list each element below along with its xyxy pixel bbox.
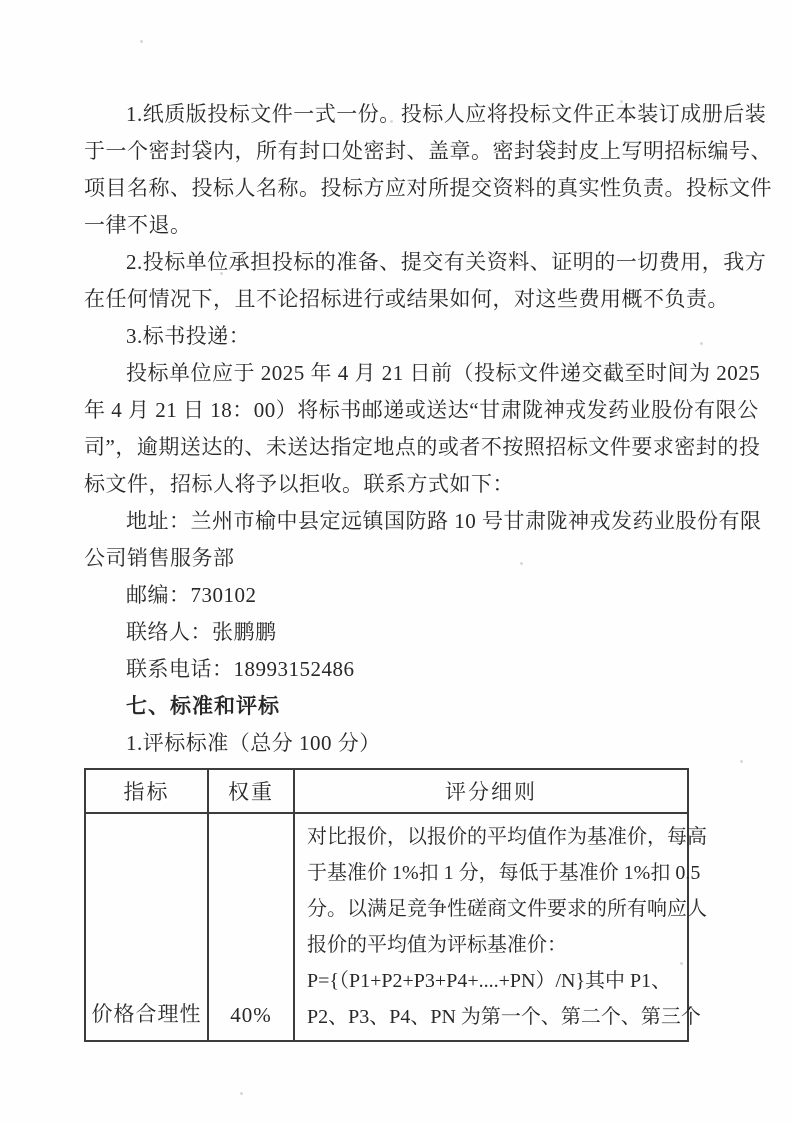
- paragraph-line: 于一个密封袋内，所有封口处密封、盖章。密封袋封皮上写明招标编号、: [84, 139, 772, 163]
- contact-phone-line: 联系电话：18993152486: [126, 657, 355, 681]
- scoring-rule-line: 报价的平均值为评标基准价：: [307, 934, 567, 956]
- paragraph-line: 在任何情况下，且不论招标进行或结果如何，对这些费用概不负责。: [84, 287, 729, 311]
- paragraph-cost-responsibility: [84, 244, 767, 318]
- document-body: [84, 96, 772, 1042]
- paragraph-line: 项目名称、投标人名称。投标方应对所提交资料的真实性负责。投标文件: [84, 176, 772, 200]
- paragraph-bid-delivery-detail: [84, 355, 761, 503]
- paragraph-line: 3.标书投递：: [126, 324, 251, 348]
- paragraph-line: 司”，逾期送达的、未送达指定地点的或者不按照招标文件要求密封的投: [84, 435, 761, 459]
- column-header-scoring-rules: 评分细则: [294, 769, 688, 813]
- scan-speck: [240, 1092, 243, 1095]
- section-subheading: 1.评标标准（总分 100 分）: [126, 731, 381, 755]
- section-heading: 七、标准和评标: [126, 694, 280, 718]
- address-line: 公司销售服务部: [84, 546, 235, 570]
- paragraph-line: 1.纸质版投标文件一式一份。投标人应将投标文件正本装订成册后装: [126, 102, 767, 126]
- contact-block: [84, 503, 762, 688]
- paragraph-line: 2.投标单位承担投标的准备、提交有关资料、证明的一切费用，我方: [126, 250, 767, 274]
- paragraph-line: 年 4 月 21 日 18：00）将标书邮递或送达“甘肃陇神戎发药业股份有限公: [84, 398, 759, 422]
- table-header-row: [85, 769, 688, 813]
- scoring-rule-line: P2、P3、P4、PN 为第一个、第二个、第三个: [307, 1006, 701, 1028]
- paragraph-line: 标文件，招标人将予以拒收。联系方式如下：: [84, 472, 514, 496]
- paragraph-line: 投标单位应于 2025 年 4 月 21 日前（投标文件递交截至时间为 2025: [126, 361, 761, 385]
- cell-scoring-rules: [294, 813, 707, 1041]
- scoring-rule-line: 于基准价 1%扣 1 分，每低于基准价 1%扣 0.5: [307, 862, 701, 884]
- scoring-rule-line: P={（P1+P2+P3+P4+....+PN）/N}其中 P1、: [307, 970, 672, 992]
- scan-speck: [740, 760, 743, 763]
- address-line: 地址：兰州市榆中县定远镇国防路 10 号甘肃陇神戎发药业股份有限: [126, 509, 762, 533]
- paragraph-bid-delivery-title: [84, 318, 712, 355]
- scoring-rule-line: 分。以满足竞争性磋商文件要求的所有响应人: [307, 898, 707, 920]
- column-header-weight: 权重: [208, 769, 294, 813]
- evaluation-criteria-table: [84, 768, 707, 1042]
- cell-indicator: 价格合理性: [85, 813, 208, 1041]
- paragraph-binding-requirements: [84, 96, 772, 244]
- scan-speck: [140, 40, 143, 43]
- paragraph-line: 一律不退。: [84, 213, 192, 237]
- cell-weight: 40%: [208, 813, 294, 1041]
- scoring-rule-line: 对比报价，以报价的平均值作为基准价，每高: [307, 826, 707, 848]
- table-row: [85, 813, 688, 1041]
- postcode-line: 邮编：730102: [126, 583, 257, 607]
- column-header-indicator: 指标: [85, 769, 208, 813]
- contact-person-line: 联络人：张鹏鹏: [126, 620, 277, 644]
